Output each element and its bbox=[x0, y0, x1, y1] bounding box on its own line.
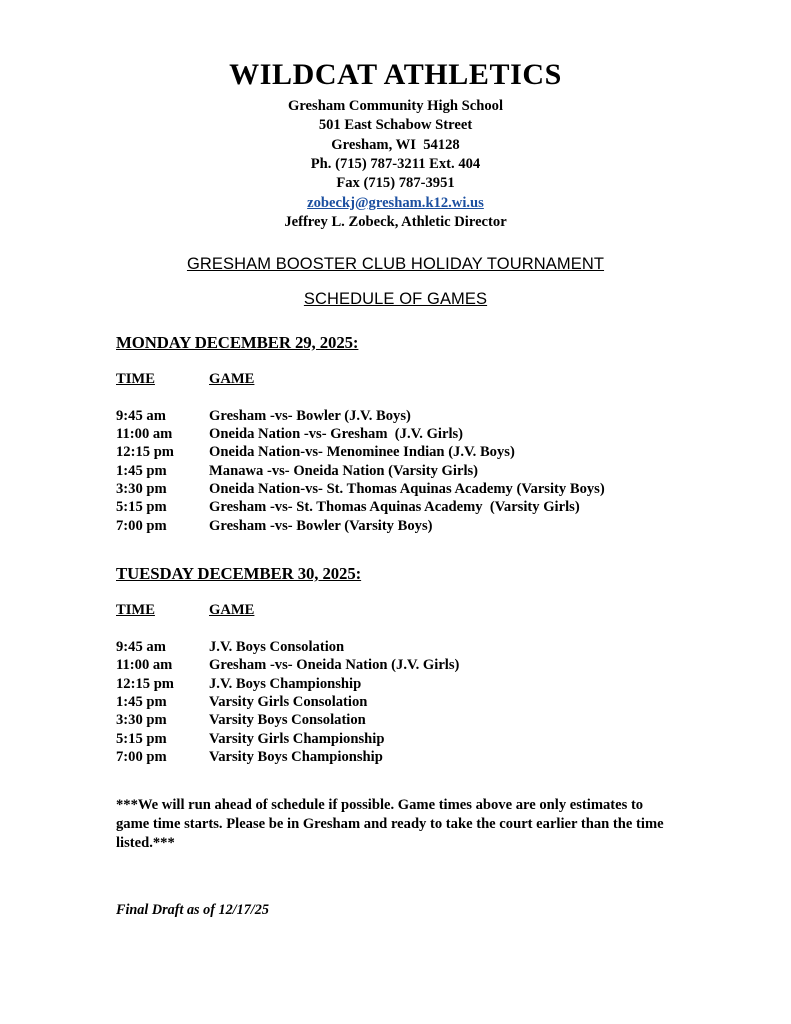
column-header-row bbox=[116, 602, 751, 619]
game-time: 3:30 pm bbox=[116, 481, 167, 498]
game-matchup: Gresham -vs- St. Thomas Aquinas Academy (Varsity Girls) bbox=[209, 499, 580, 516]
game-matchup: J.V. Boys Championship bbox=[209, 675, 362, 692]
email-link[interactable]: zobeckj@gresham.k12.wi.us bbox=[307, 194, 484, 211]
table-row bbox=[116, 693, 751, 711]
game-matchup: Oneida Nation -vs- Gresham (J.V. Girls) bbox=[209, 425, 464, 442]
game-time: 9:45 am bbox=[116, 639, 166, 656]
games-list-tuesday bbox=[116, 638, 751, 766]
phone-number: Ph. (715) 787-3211 Ext. 404 bbox=[310, 156, 481, 173]
game-time: 5:15 pm bbox=[116, 499, 167, 516]
schedule-note: ***We will run ahead of schedule if possible. Game times above are only estimates to game time starts. Please be in Gresham and ready to take the court earlier than the time listed.*** bbox=[116, 797, 664, 851]
column-header-game: GAME bbox=[209, 370, 255, 387]
game-matchup: Varsity Girls Championship bbox=[209, 730, 385, 747]
street-address: 501 East Schabow Street bbox=[318, 117, 473, 134]
schedule-body bbox=[0, 333, 791, 920]
table-row bbox=[116, 711, 751, 729]
column-header-time: TIME bbox=[116, 370, 155, 387]
table-row bbox=[116, 462, 751, 480]
final-draft-label: Final Draft as of 12/17/25 bbox=[116, 902, 269, 919]
game-time: 11:00 am bbox=[116, 657, 173, 674]
page-title: WILDCAT ATHLETICS bbox=[229, 58, 562, 91]
table-row bbox=[116, 498, 751, 516]
table-row bbox=[116, 443, 751, 461]
game-time: 12:15 pm bbox=[116, 444, 174, 461]
game-matchup: Varsity Boys Consolation bbox=[209, 712, 366, 729]
column-header-time: TIME bbox=[116, 602, 155, 619]
game-time: 7:00 pm bbox=[116, 749, 167, 766]
schedule-heading: SCHEDULE OF GAMES bbox=[303, 289, 488, 308]
table-row bbox=[116, 480, 751, 498]
school-name: Gresham Community High School bbox=[287, 97, 503, 114]
day-section-tuesday bbox=[116, 564, 751, 766]
game-time: 7:00 pm bbox=[116, 517, 167, 534]
letterhead bbox=[0, 0, 791, 233]
game-matchup: Oneida Nation-vs- Menominee Indian (J.V. Boys) bbox=[209, 444, 515, 461]
tournament-heading: GRESHAM BOOSTER CLUB HOLIDAY TOURNAMENT bbox=[186, 254, 605, 273]
game-matchup: Gresham -vs- Oneida Nation (J.V. Girls) bbox=[209, 657, 460, 674]
day-section-monday bbox=[116, 333, 751, 535]
game-matchup: Gresham -vs- Bowler (Varsity Boys) bbox=[209, 517, 433, 534]
email-line bbox=[0, 194, 791, 213]
city-state-zip: Gresham, WI 54128 bbox=[331, 136, 460, 153]
table-row bbox=[116, 730, 751, 748]
day-heading: TUESDAY DECEMBER 30, 2025: bbox=[116, 564, 362, 584]
column-header-row bbox=[116, 371, 751, 388]
game-time: 1:45 pm bbox=[116, 462, 167, 479]
athletic-director: Jeffrey L. Zobeck, Athletic Director bbox=[284, 214, 507, 231]
games-list-monday bbox=[116, 407, 751, 535]
game-matchup: Oneida Nation-vs- St. Thomas Aquinas Academy (Varsity Boys) bbox=[209, 481, 605, 498]
game-time: 11:00 am bbox=[116, 425, 173, 442]
table-row bbox=[116, 748, 751, 766]
table-row bbox=[116, 638, 751, 656]
game-time: 1:45 pm bbox=[116, 694, 167, 711]
column-header-game: GAME bbox=[209, 602, 255, 619]
game-matchup: Gresham -vs- Bowler (J.V. Boys) bbox=[209, 407, 411, 424]
game-time: 3:30 pm bbox=[116, 712, 167, 729]
game-matchup: Varsity Girls Consolation bbox=[209, 694, 368, 711]
table-row bbox=[116, 407, 751, 425]
table-row bbox=[116, 656, 751, 674]
fax-number: Fax (715) 787-3951 bbox=[336, 175, 455, 192]
game-matchup: Varsity Boys Championship bbox=[209, 749, 383, 766]
game-matchup: Manawa -vs- Oneida Nation (Varsity Girls) bbox=[209, 462, 479, 479]
game-time: 9:45 am bbox=[116, 407, 166, 424]
game-time: 12:15 pm bbox=[116, 675, 174, 692]
day-heading: MONDAY DECEMBER 29, 2025: bbox=[116, 332, 359, 352]
game-time: 5:15 pm bbox=[116, 730, 167, 747]
table-row bbox=[116, 675, 751, 693]
table-row bbox=[116, 517, 751, 535]
table-row bbox=[116, 425, 751, 443]
game-matchup: J.V. Boys Consolation bbox=[209, 639, 345, 656]
